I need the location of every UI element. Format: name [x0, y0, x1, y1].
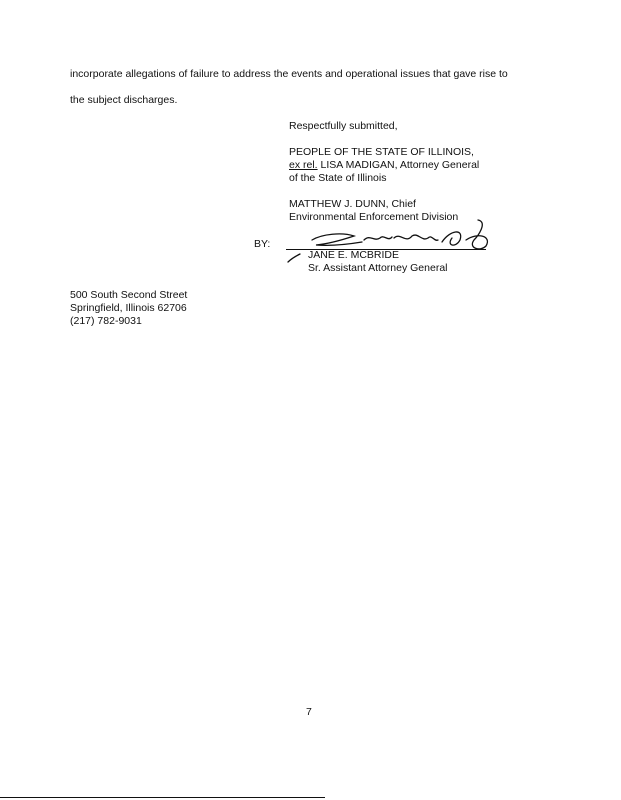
page-number: 7	[306, 706, 312, 718]
signer-block	[308, 249, 448, 275]
chief-line-2: Environmental Enforcement Division	[289, 211, 459, 223]
address-phone: (217) 782-9031	[70, 315, 142, 327]
address-city: Springfield, Illinois 62706	[70, 302, 187, 314]
party-line-3: of the State of Illinois	[289, 172, 387, 184]
chief-line-1: MATTHEW J. DUNN, Chief	[289, 198, 416, 210]
address-street: 500 South Second Street	[70, 289, 188, 301]
body-line-1: incorporate allegations of failure to address the events and operational issues that gave rise to	[70, 68, 508, 80]
party-line-1: PEOPLE OF THE STATE OF ILLINOIS,	[289, 146, 474, 158]
footnote-rule	[0, 797, 325, 798]
party-line-2: ex rel. LISA MADIGAN, Attorney General	[289, 159, 480, 171]
by-label: BY:	[254, 238, 271, 250]
closing: Respectfully submitted,	[289, 120, 398, 132]
address-block	[70, 289, 187, 328]
party-block	[289, 146, 479, 185]
body-line-2: the subject discharges.	[70, 94, 178, 106]
signer-name: JANE E. MCBRIDE	[308, 249, 400, 261]
signer-title: Sr. Assistant Attorney General	[308, 262, 448, 274]
ex-rel: ex rel.	[289, 159, 318, 171]
